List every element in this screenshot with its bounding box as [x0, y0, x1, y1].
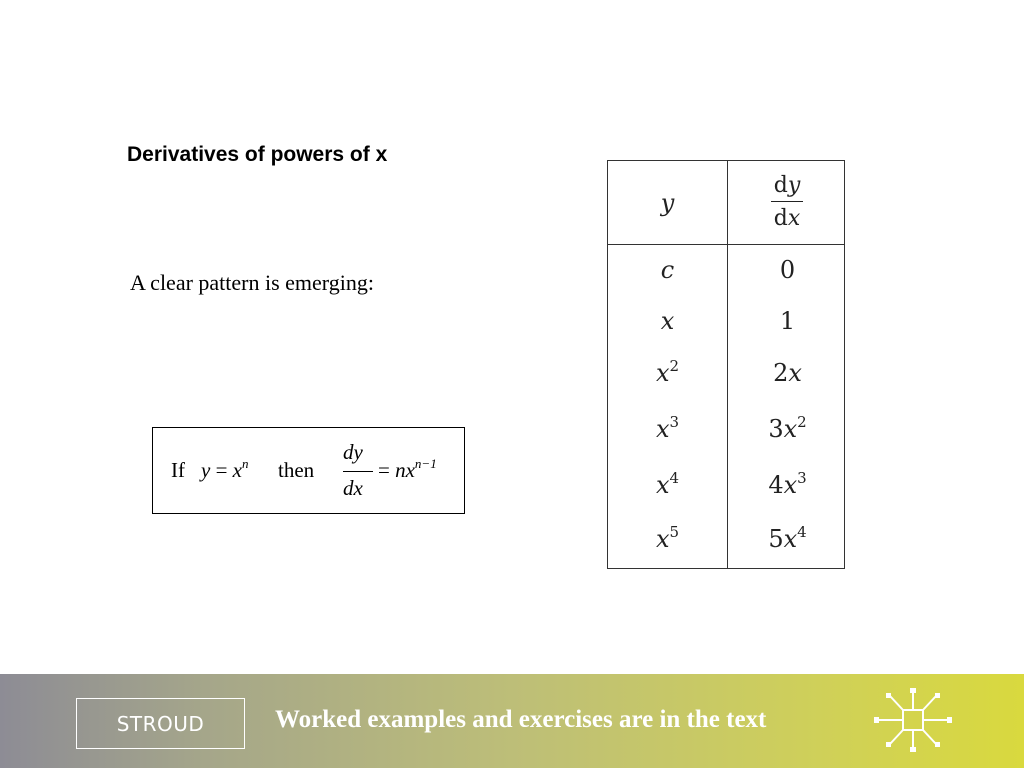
table-cell-derivative: 1 [779, 307, 796, 335]
rule-base: x [232, 458, 242, 482]
power-rule-box [152, 427, 465, 514]
table-cell-derivative: $3x^2$ [768, 413, 807, 443]
table-cell-y: $x^2$ [655, 357, 680, 387]
rule-equals: = [215, 458, 228, 482]
table-cell-y: c [660, 256, 675, 284]
intro-text: A clear pattern is emerging: [130, 270, 374, 295]
table-header-bar [771, 201, 803, 202]
rule-fraction-bar [343, 471, 373, 472]
rule-lhs-var: y [201, 458, 211, 482]
derivatives-table [607, 160, 845, 569]
footer-tagline: Worked examples and exercises are in the text [275, 706, 767, 733]
rule-if: If [171, 458, 185, 482]
table-header-den: dx [773, 206, 801, 231]
table-header-num: dy [773, 173, 801, 198]
table-header-derivative [728, 173, 846, 231]
rule-exp: n [242, 456, 249, 471]
rule-deriv-num: dy [343, 440, 363, 464]
table-cell-derivative: $4x^3$ [768, 469, 807, 499]
slide-title: Derivatives of powers of x [127, 143, 388, 166]
table-cell-y: x [660, 307, 675, 335]
rule-result: = $nx^{n-1}$ [378, 456, 437, 482]
table-cell-derivative: 0 [779, 256, 796, 284]
network-node-icon [872, 686, 954, 754]
rule-deriv-den: dx [343, 476, 363, 500]
rule-then: then [278, 458, 315, 482]
rule-premise [201, 458, 249, 483]
table-cell-y: $x^3$ [655, 413, 680, 443]
table-header-divider [608, 244, 844, 245]
table-cell-y: $x^5$ [655, 523, 680, 553]
table-cell-y: $x^4$ [655, 469, 680, 499]
footer-bar [0, 674, 1024, 768]
table-cell-derivative: 2x [773, 359, 802, 387]
brand-box: STROUD [76, 698, 245, 749]
table-cell-derivative: $5x^4$ [768, 523, 807, 553]
table-header-y: y [660, 189, 675, 217]
